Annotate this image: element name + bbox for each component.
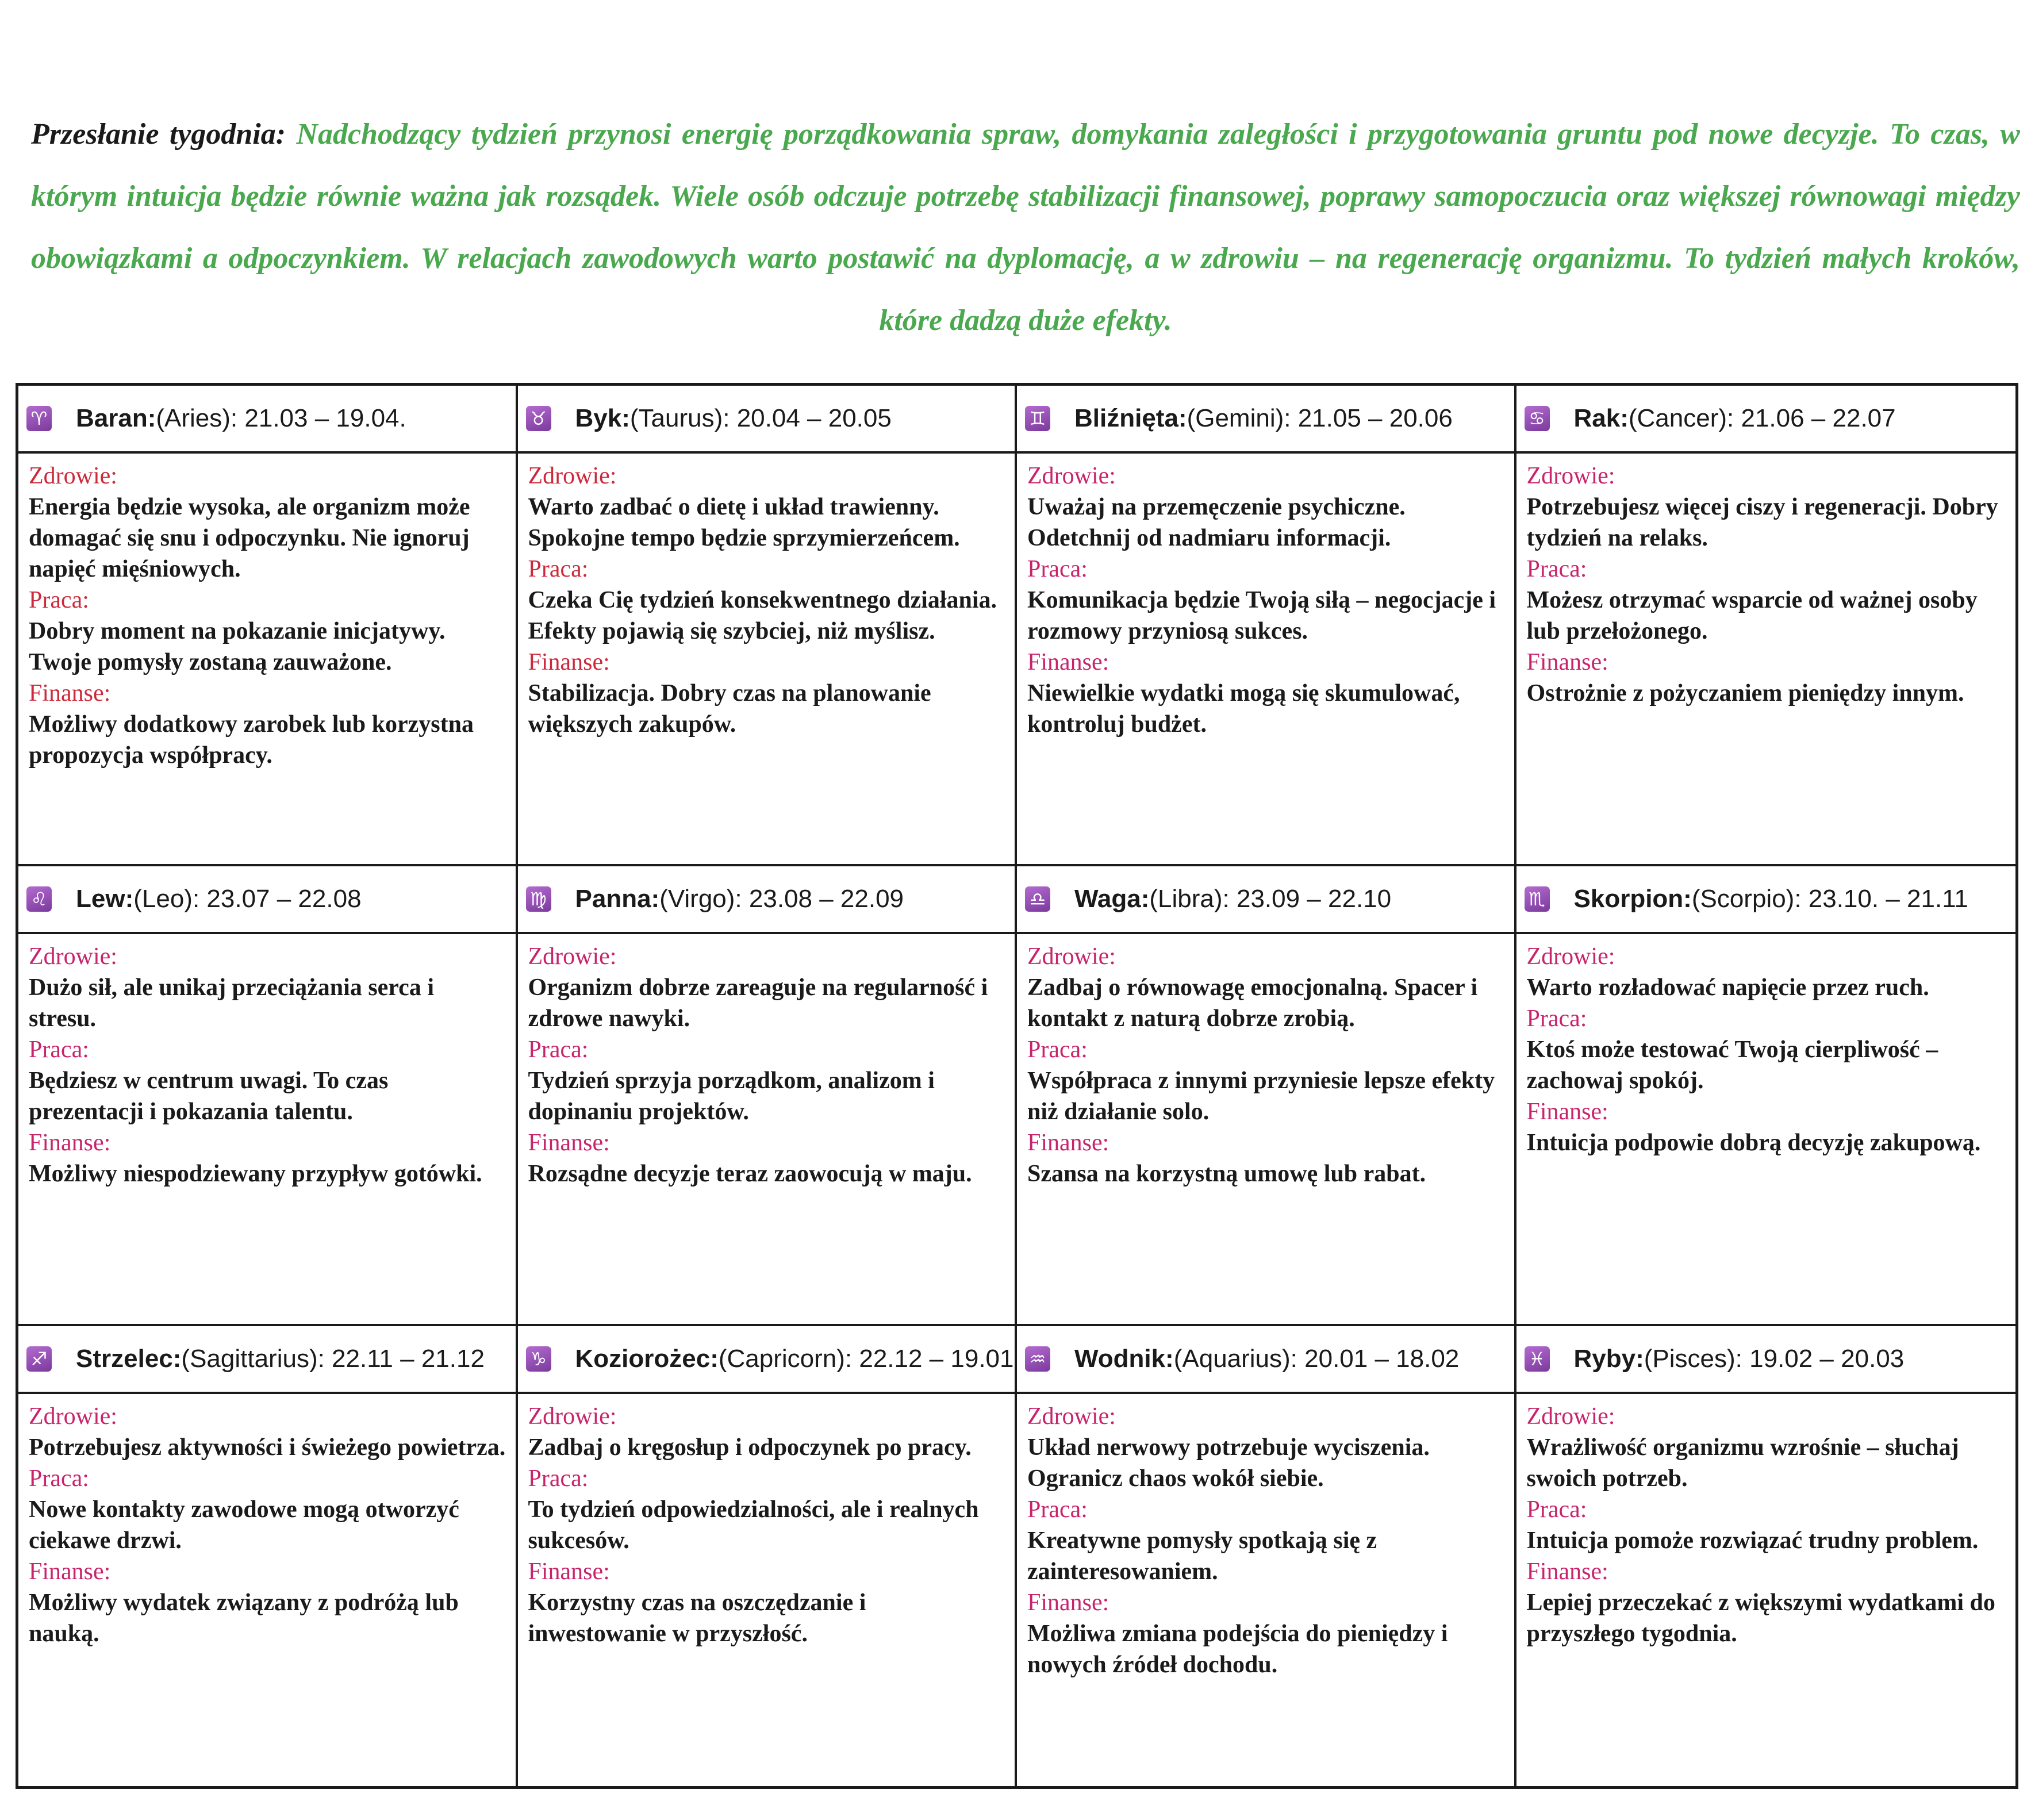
sign-date-range: (Cancer): 21.06 – 22.07 bbox=[1628, 404, 1896, 432]
health-label: Zdrowie: bbox=[1027, 463, 1116, 489]
sign-header bbox=[518, 866, 1015, 934]
finance-label: Finanse: bbox=[29, 1130, 111, 1156]
sign-name: Baran: bbox=[76, 404, 156, 432]
finance-text: Możliwy niespodziewany przypływ gotówki. bbox=[29, 1161, 482, 1187]
capricorn-icon: ♑ bbox=[526, 1346, 551, 1372]
aquarius-icon: ♒ bbox=[1025, 1346, 1050, 1372]
sign-header bbox=[1516, 386, 2016, 454]
leo-icon: ♌ bbox=[26, 886, 52, 912]
sign-name: Lew: bbox=[76, 885, 134, 913]
sign-date-range: (Taurus): 20.04 – 20.05 bbox=[629, 404, 892, 432]
finance-label: Finanse: bbox=[1526, 1558, 1608, 1585]
health-label: Zdrowie: bbox=[1027, 1403, 1116, 1430]
sign-cell-leo bbox=[18, 866, 518, 1326]
work-label: Praca: bbox=[1526, 1496, 1587, 1523]
sagittarius-icon: ♐ bbox=[26, 1346, 52, 1372]
weekly-message-lead: Przesłanie tygodnia: bbox=[31, 118, 286, 151]
finance-label: Finanse: bbox=[29, 680, 111, 707]
sign-date-range: (Capricorn): 22.12 – 19.01 bbox=[718, 1345, 1014, 1373]
sign-cell-libra bbox=[1017, 866, 1516, 1326]
health-text: Warto rozładować napięcie przez ruch. bbox=[1526, 974, 1929, 1001]
sign-cell-scorpio bbox=[1516, 866, 2016, 1326]
finance-text: Szansa na korzystną umowę lub rabat. bbox=[1027, 1161, 1426, 1187]
sign-forecast bbox=[1017, 934, 1514, 1189]
health-label: Zdrowie: bbox=[1027, 943, 1116, 970]
sign-forecast bbox=[18, 1394, 516, 1649]
finance-label: Finanse: bbox=[528, 1558, 610, 1585]
sign-header bbox=[518, 1326, 1015, 1394]
sign-date-range: (Aries): 21.03 – 19.04. bbox=[156, 404, 406, 432]
health-text: Potrzebujesz aktywności i świeżego powietrza. bbox=[29, 1434, 506, 1461]
sign-forecast bbox=[1017, 1394, 1514, 1680]
sign-header bbox=[18, 386, 516, 454]
finance-text: Niewielkie wydatki mogą się skumulować, kontroluj budżet. bbox=[1027, 680, 1460, 738]
sign-header bbox=[18, 866, 516, 934]
aries-icon: ♈ bbox=[26, 406, 52, 431]
sign-cell-pisces bbox=[1516, 1326, 2016, 1786]
work-label: Praca: bbox=[1526, 1005, 1587, 1032]
sign-name: Byk: bbox=[575, 404, 630, 432]
finance-text: Lepiej przeczekać z większymi wydatkami do przyszłego tygodnia. bbox=[1526, 1589, 1995, 1647]
sign-date-range: (Scorpio): 23.10. – 21.11 bbox=[1691, 885, 1968, 913]
sign-name: Skorpion: bbox=[1573, 885, 1692, 913]
sign-forecast bbox=[18, 934, 516, 1189]
work-text: Możesz otrzymać wsparcie od ważnej osoby lub przełożonego. bbox=[1526, 587, 1978, 644]
work-text: To tydzień odpowiedzialności, ale i realnych sukcesów. bbox=[528, 1496, 979, 1554]
cancer-icon: ♋ bbox=[1525, 406, 1550, 431]
sign-cell-aries bbox=[18, 386, 518, 866]
sign-name: Rak: bbox=[1573, 404, 1629, 432]
sign-forecast bbox=[518, 454, 1015, 740]
work-text: Intuicja pomoże rozwiązać trudny problem. bbox=[1526, 1527, 1979, 1554]
pisces-icon: ♓ bbox=[1525, 1346, 1550, 1372]
sign-forecast bbox=[518, 934, 1015, 1189]
weekly-message bbox=[31, 103, 2020, 352]
work-label: Praca: bbox=[29, 1036, 89, 1063]
sign-header bbox=[1017, 866, 1514, 934]
work-text: Tydzień sprzyja porządkom, analizom i dopinaniu projektów. bbox=[528, 1068, 935, 1125]
health-text: Organizm dobrze zareaguje na regularność i zdrowe nawyki. bbox=[528, 974, 988, 1032]
sign-cell-cancer bbox=[1516, 386, 2016, 866]
health-text: Wrażliwość organizmu wzrośnie – słuchaj swoich potrzeb. bbox=[1526, 1434, 1959, 1492]
health-label: Zdrowie: bbox=[528, 463, 617, 489]
health-text: Potrzebujesz więcej ciszy i regeneracji. Dobry tydzień na relaks. bbox=[1526, 494, 1998, 551]
sign-name: Wodnik: bbox=[1074, 1345, 1174, 1373]
work-label: Praca: bbox=[1027, 1036, 1088, 1063]
sign-date-range: (Libra): 23.09 – 22.10 bbox=[1149, 885, 1392, 913]
finance-text: Ostrożnie z pożyczaniem pieniędzy innym. bbox=[1526, 680, 1964, 707]
sign-cell-taurus bbox=[518, 386, 1018, 866]
work-label: Praca: bbox=[528, 1465, 589, 1492]
sign-forecast bbox=[518, 1394, 1015, 1649]
health-text: Warto zadbać o dietę i układ trawienny. Spokojne tempo będzie sprzymierzeńcem. bbox=[528, 494, 960, 551]
health-label: Zdrowie: bbox=[29, 943, 117, 970]
health-label: Zdrowie: bbox=[1526, 943, 1615, 970]
health-text: Zadbaj o równowagę emocjonalną. Spacer i kontakt z naturą dobrze zrobią. bbox=[1027, 974, 1478, 1032]
sign-cell-capricorn bbox=[518, 1326, 1018, 1786]
sign-forecast bbox=[1516, 1394, 2016, 1649]
sign-date-range: (Leo): 23.07 – 22.08 bbox=[133, 885, 362, 913]
taurus-icon: ♉ bbox=[526, 406, 551, 431]
finance-text: Korzystny czas na oszczędzanie i inwestowanie w przyszłość. bbox=[528, 1589, 866, 1647]
health-text: Zadbaj o kręgosłup i odpoczynek po pracy. bbox=[528, 1434, 972, 1461]
sign-name: Panna: bbox=[575, 885, 660, 913]
sign-name: Waga: bbox=[1074, 885, 1150, 913]
work-label: Praca: bbox=[528, 556, 589, 582]
sign-name: Koziorożec: bbox=[575, 1345, 719, 1373]
finance-label: Finanse: bbox=[1027, 1589, 1109, 1616]
sign-date-range: (Aquarius): 20.01 – 18.02 bbox=[1173, 1345, 1460, 1373]
finance-text: Możliwy dodatkowy zarobek lub korzystna propozycja współpracy. bbox=[29, 711, 474, 769]
health-label: Zdrowie: bbox=[29, 1403, 117, 1430]
health-label: Zdrowie: bbox=[528, 943, 617, 970]
health-label: Zdrowie: bbox=[29, 463, 117, 489]
work-label: Praca: bbox=[29, 1465, 89, 1492]
sign-date-range: (Pisces): 19.02 – 20.03 bbox=[1644, 1345, 1905, 1373]
sign-cell-virgo bbox=[518, 866, 1018, 1326]
sign-cell-gemini bbox=[1017, 386, 1516, 866]
finance-label: Finanse: bbox=[1526, 649, 1608, 675]
health-text: Układ nerwowy potrzebuje wyciszenia. Ogranicz chaos wokół siebie. bbox=[1027, 1434, 1430, 1492]
sign-forecast bbox=[1017, 454, 1514, 740]
sign-cell-aquarius bbox=[1017, 1326, 1516, 1786]
sign-forecast bbox=[1516, 454, 2016, 709]
finance-label: Finanse: bbox=[1526, 1099, 1608, 1125]
finance-label: Finanse: bbox=[29, 1558, 111, 1585]
sign-header bbox=[18, 1326, 516, 1394]
work-text: Komunikacja będzie Twoją siłą – negocjacje i rozmowy przyniosą sukces. bbox=[1027, 587, 1496, 644]
finance-text: Stabilizacja. Dobry czas na planowanie większych zakupów. bbox=[528, 680, 931, 738]
sign-name: Bliźnięta: bbox=[1074, 404, 1187, 432]
sign-header bbox=[518, 386, 1015, 454]
health-text: Uważaj na przemęczenie psychiczne. Odetchnij od nadmiaru informacji. bbox=[1027, 494, 1406, 551]
finance-text: Rozsądne decyzje teraz zaowocują w maju. bbox=[528, 1161, 972, 1187]
finance-label: Finanse: bbox=[528, 649, 610, 675]
sign-date-range: (Sagittarius): 22.11 – 21.12 bbox=[181, 1345, 485, 1373]
sign-forecast bbox=[18, 454, 516, 771]
work-label: Praca: bbox=[1027, 556, 1088, 582]
finance-text: Możliwa zmiana podejścia do pieniędzy i nowych źródeł dochodu. bbox=[1027, 1621, 1448, 1678]
scorpio-icon: ♏ bbox=[1525, 886, 1550, 912]
work-text: Będziesz w centrum uwagi. To czas prezentacji i pokazania talentu. bbox=[29, 1068, 389, 1125]
work-label: Praca: bbox=[528, 1036, 589, 1063]
sign-name: Strzelec: bbox=[76, 1345, 182, 1373]
work-text: Współpraca z innymi przyniesie lepsze efekty niż działanie solo. bbox=[1027, 1068, 1495, 1125]
sign-header bbox=[1017, 1326, 1514, 1394]
sign-date-range: (Gemini): 21.05 – 20.06 bbox=[1187, 404, 1453, 432]
horoscope-table bbox=[16, 383, 2018, 1789]
health-text: Energia będzie wysoka, ale organizm może domagać się snu i odpoczynku. Nie ignoruj napięć mięśniowych. bbox=[29, 494, 470, 582]
finance-text: Intuicja podpowie dobrą decyzję zakupową. bbox=[1526, 1130, 1981, 1156]
finance-label: Finanse: bbox=[528, 1130, 610, 1156]
work-label: Praca: bbox=[1526, 556, 1587, 582]
finance-text: Możliwy wydatek związany z podróżą lub nauką. bbox=[29, 1589, 459, 1647]
sign-date-range: (Virgo): 23.08 – 22.09 bbox=[659, 885, 904, 913]
sign-header bbox=[1017, 386, 1514, 454]
finance-label: Finanse: bbox=[1027, 1130, 1109, 1156]
sign-forecast bbox=[1516, 934, 2016, 1158]
work-text: Czeka Cię tydzień konsekwentnego działania. Efekty pojawią się szybciej, niż myślisz. bbox=[528, 587, 997, 644]
work-label: Praca: bbox=[29, 587, 89, 613]
health-text: Dużo sił, ale unikaj przeciążania serca i stresu. bbox=[29, 974, 434, 1032]
libra-icon: ♎ bbox=[1025, 886, 1050, 912]
work-label: Praca: bbox=[1027, 1496, 1088, 1523]
gemini-icon: ♊ bbox=[1025, 406, 1050, 431]
sign-name: Ryby: bbox=[1573, 1345, 1644, 1373]
weekly-message-text: Nadchodzący tydzień przynosi energię porządkowania spraw, domykania zaległości i przygotowania gruntu pod nowe decyzje. To czas, w którym intuicja będzie równie ważna jak rozsądek. Wiele osób odczuje potrzebę stabilizacji finansowej, poprawy samopoczucia oraz większej równowagi między obowiązkami a odpoczynkiem. W relacjach zawodowych warto postawić na dyplomację, a w zdrowiu – na regenerację organizmu. To tydzień małych kroków, które dadzą duże efekty. bbox=[31, 118, 2020, 337]
work-text: Dobry moment na pokazanie inicjatywy. Twoje pomysły zostaną zauważone. bbox=[29, 618, 446, 675]
health-label: Zdrowie: bbox=[528, 1403, 617, 1430]
health-label: Zdrowie: bbox=[1526, 1403, 1615, 1430]
sign-header bbox=[1516, 1326, 2016, 1394]
sign-header bbox=[1516, 866, 2016, 934]
finance-label: Finanse: bbox=[1027, 649, 1109, 675]
sign-cell-sagittarius bbox=[18, 1326, 518, 1786]
work-text: Kreatywne pomysły spotkają się z zainteresowaniem. bbox=[1027, 1527, 1377, 1585]
health-label: Zdrowie: bbox=[1526, 463, 1615, 489]
work-text: Nowe kontakty zawodowe mogą otworzyć ciekawe drzwi. bbox=[29, 1496, 459, 1554]
work-text: Ktoś może testować Twoją cierpliwość – zachowaj spokój. bbox=[1526, 1036, 1938, 1094]
virgo-icon: ♍ bbox=[526, 886, 551, 912]
